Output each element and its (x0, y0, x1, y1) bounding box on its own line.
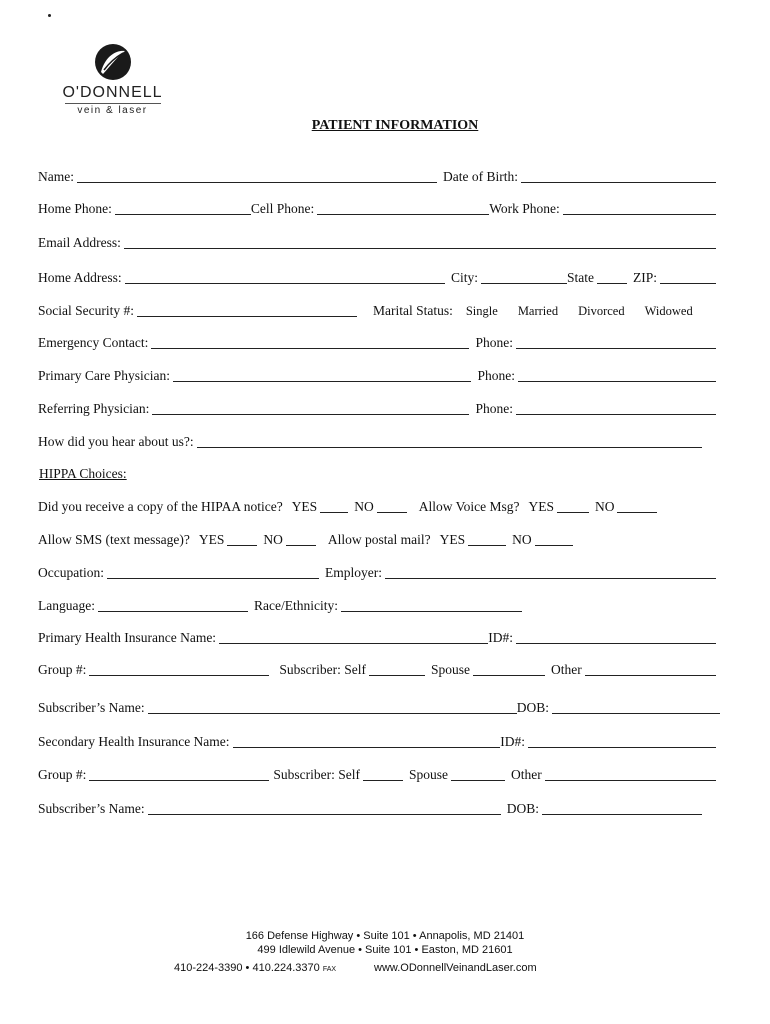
hear-about-label: How did you hear about us?: (38, 434, 194, 449)
employer-label: Employer: (324, 565, 382, 580)
leaf-logo-icon (92, 42, 134, 82)
primary-insurance-field[interactable] (219, 629, 488, 644)
secondary-id-field[interactable] (528, 733, 716, 748)
primary-care-field[interactable] (173, 367, 472, 382)
allow-sms-label: Allow SMS (text message)? (38, 532, 190, 547)
state-field[interactable] (597, 269, 627, 284)
primary-insurance-label: Primary Health Insurance Name: (38, 630, 217, 645)
brand-name: O'DONNELL (62, 84, 163, 101)
race-label: Race/Ethnicity: (253, 598, 338, 613)
language-field[interactable] (98, 597, 248, 612)
marital-option-married[interactable]: Married (517, 304, 559, 318)
employer-field[interactable] (385, 564, 716, 579)
row-referring (38, 400, 716, 417)
secondary-insurance-label: Secondary Health Insurance Name: (38, 734, 230, 749)
city-field[interactable] (481, 269, 567, 284)
secondary-subscriber-dob-label: DOB: (506, 801, 539, 816)
primary-subscriber-self-field[interactable] (369, 661, 425, 676)
cell-phone-label: Cell Phone: (250, 201, 315, 216)
primary-id-label: ID#: (488, 630, 513, 645)
primary-care-label: Primary Care Physician: (38, 368, 170, 383)
brand-divider (65, 103, 161, 104)
referring-phone-label: Phone: (475, 401, 513, 416)
email-label: Email Address: (38, 235, 121, 250)
city-label: City: (450, 270, 478, 285)
primary-subscriber-name-field[interactable] (148, 699, 517, 714)
marital-status-label: Marital Status: (372, 303, 453, 318)
secondary-group-field[interactable] (89, 766, 269, 781)
hear-about-field[interactable] (197, 433, 702, 448)
hipaa-no-label: NO (354, 499, 374, 514)
primary-subscriber-name-label: Subscriber’s Name: (38, 700, 145, 715)
secondary-subscriber-name-field[interactable] (148, 800, 501, 815)
footer-fax-label: FAX (322, 966, 337, 973)
secondary-subscriber-name-label: Subscriber’s Name: (38, 801, 145, 816)
mail-yes-field[interactable] (468, 531, 506, 546)
mail-no-field[interactable] (535, 531, 573, 546)
language-label: Language: (38, 598, 95, 613)
row-primary-subscriber (38, 699, 720, 716)
zip-field[interactable] (660, 269, 716, 284)
race-field[interactable] (341, 597, 522, 612)
work-phone-field[interactable] (563, 200, 716, 215)
secondary-subscriber-dob-field[interactable] (542, 800, 702, 815)
secondary-spouse-field[interactable] (451, 766, 505, 781)
email-field[interactable] (124, 234, 716, 249)
home-phone-field[interactable] (115, 200, 251, 215)
secondary-subscriber-self-field[interactable] (363, 766, 403, 781)
page-title: PATIENT INFORMATION (311, 118, 479, 133)
primary-spouse-field[interactable] (473, 661, 545, 676)
hippa-section-heading: HIPPA Choices: (39, 466, 127, 481)
footer-website[interactable]: www.ODonnellVeinandLaser.com (374, 962, 537, 974)
row-name-dob (38, 168, 716, 185)
row-occupation (38, 564, 716, 581)
mail-no-label: NO (512, 532, 532, 547)
primary-care-phone-label: Phone: (477, 368, 515, 383)
marital-option-single[interactable]: Single (465, 304, 498, 318)
marital-option-divorced[interactable]: Divorced (578, 304, 625, 318)
brand-tagline: vein & laser (77, 105, 148, 116)
work-phone-label: Work Phone: (489, 201, 560, 216)
row-primary-group (38, 661, 716, 678)
ssn-label: Social Security #: (38, 303, 134, 318)
hipaa-yes-field[interactable] (320, 498, 348, 513)
referring-field[interactable] (152, 400, 469, 415)
row-email (38, 234, 716, 251)
referring-phone-field[interactable] (516, 400, 716, 415)
secondary-spouse-label: Spouse (409, 767, 449, 782)
ssn-field[interactable] (137, 302, 357, 317)
allow-mail-label: Allow postal mail? (327, 532, 431, 547)
emergency-contact-field[interactable] (151, 334, 469, 349)
footer-phone (174, 962, 336, 974)
home-phone-label: Home Phone: (38, 201, 112, 216)
secondary-insurance-field[interactable] (233, 733, 501, 748)
row-secondary-group (38, 766, 716, 783)
referring-label: Referring Physician: (38, 401, 150, 416)
row-hipaa-notice (38, 498, 688, 515)
home-address-field[interactable] (125, 269, 445, 284)
primary-other-label: Other (551, 662, 582, 677)
logo (50, 42, 175, 116)
primary-subscriber-dob-label: DOB: (516, 700, 549, 715)
hipaa-notice-label: Did you receive a copy of the HIPAA notice? (38, 499, 283, 514)
hipaa-no-field[interactable] (377, 498, 407, 513)
name-field[interactable] (77, 168, 437, 183)
voice-no-label: NO (594, 499, 615, 514)
row-sms-mail (38, 531, 598, 548)
state-label: State (566, 270, 594, 285)
hipaa-yes-label: YES (291, 499, 318, 514)
primary-other-field[interactable] (585, 661, 716, 676)
home-address-label: Home Address: (38, 270, 122, 285)
sms-no-label: NO (263, 532, 283, 547)
secondary-subscriber-self-label: Subscriber: Self (273, 767, 360, 782)
row-emergency (38, 334, 716, 351)
stray-mark (48, 14, 51, 17)
occupation-label: Occupation: (38, 565, 104, 580)
mail-yes-label: YES (439, 532, 466, 547)
allow-voice-label: Allow Voice Msg? (418, 499, 520, 514)
row-phones (38, 200, 716, 217)
primary-group-label: Group #: (38, 662, 87, 677)
dob-label: Date of Birth: (443, 169, 518, 184)
sms-no-field[interactable] (286, 531, 316, 546)
primary-subscriber-dob-field[interactable] (552, 699, 720, 714)
row-secondary-subscriber (38, 800, 702, 817)
zip-label: ZIP: (632, 270, 657, 285)
row-address (38, 269, 716, 286)
sms-yes-field[interactable] (227, 531, 257, 546)
row-language (38, 597, 522, 614)
footer-address-easton: 499 Idlewild Avenue • Suite 101 • Easton, MD 21601 (257, 944, 513, 956)
primary-group-field[interactable] (89, 661, 269, 676)
voice-yes-label: YES (528, 499, 554, 514)
row-primary-insurance (38, 629, 716, 646)
dob-field[interactable] (521, 168, 716, 183)
sms-yes-label: YES (198, 532, 225, 547)
voice-yes-field[interactable] (557, 498, 589, 513)
row-secondary-insurance (38, 733, 716, 750)
primary-care-phone-field[interactable] (518, 367, 716, 382)
footer-address-annapolis: 166 Defense Highway • Suite 101 • Annapolis, MD 21401 (245, 930, 525, 942)
secondary-id-label: ID#: (500, 734, 525, 749)
voice-no-field[interactable] (617, 498, 657, 513)
secondary-other-label: Other (511, 767, 542, 782)
cell-phone-field[interactable] (317, 200, 489, 215)
emergency-phone-field[interactable] (516, 334, 716, 349)
primary-spouse-label: Spouse (431, 662, 471, 677)
row-hear-about (38, 433, 702, 450)
row-ssn-marital (38, 302, 716, 319)
occupation-field[interactable] (107, 564, 319, 579)
row-primary-care (38, 367, 716, 384)
name-label: Name: (38, 169, 74, 184)
secondary-group-label: Group #: (38, 767, 87, 782)
primary-subscriber-self-label: Subscriber: Self (279, 662, 366, 677)
primary-id-field[interactable] (516, 629, 716, 644)
emergency-contact-label: Emergency Contact: (38, 335, 149, 350)
emergency-phone-label: Phone: (475, 335, 513, 350)
marital-option-widowed[interactable]: Widowed (644, 304, 693, 318)
secondary-other-field[interactable] (545, 766, 716, 781)
footer-phone-numbers: 410-224-3390 • 410.224.3370 (174, 962, 320, 974)
